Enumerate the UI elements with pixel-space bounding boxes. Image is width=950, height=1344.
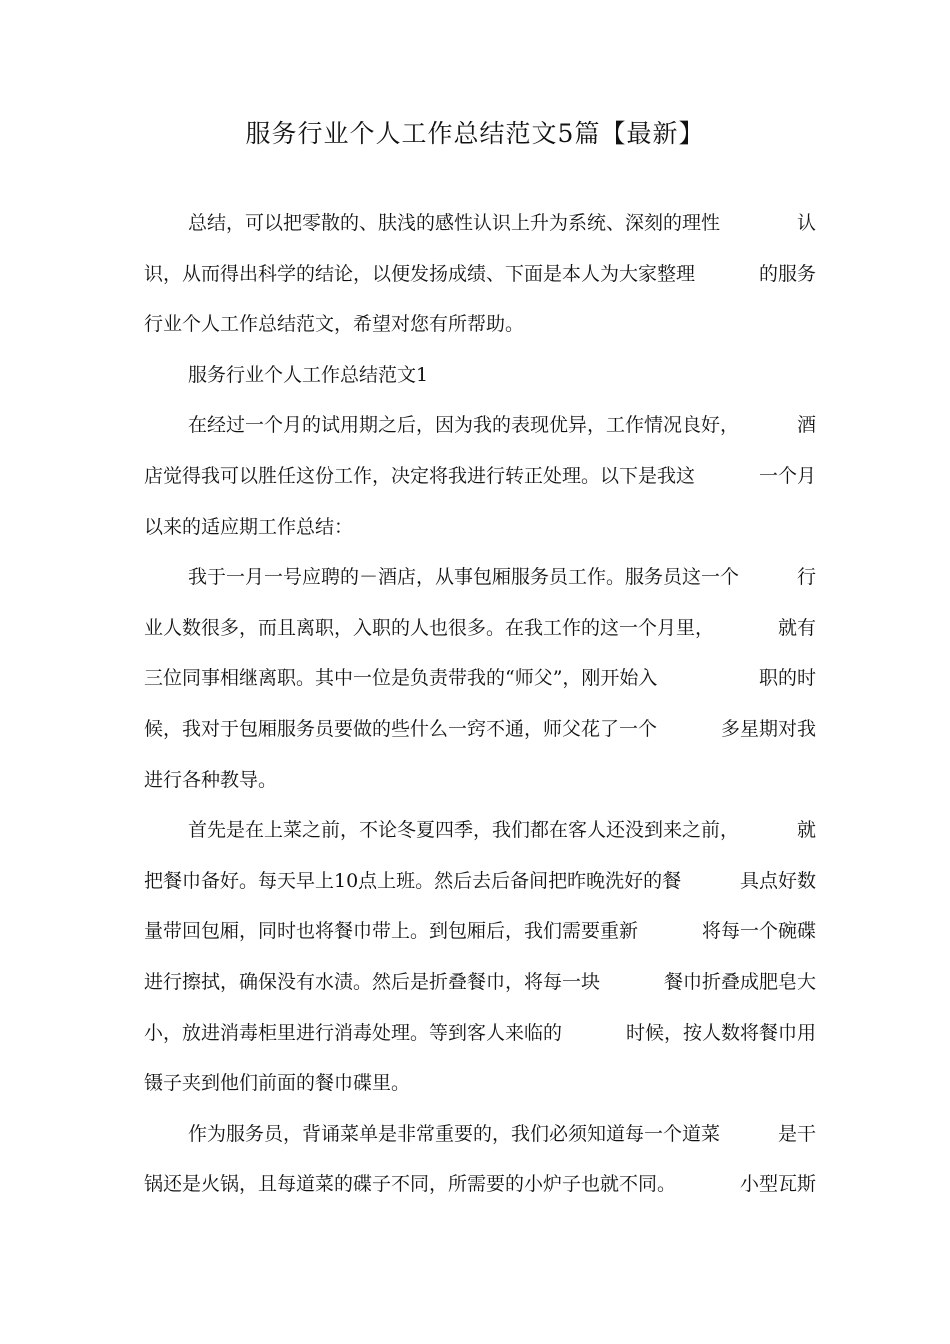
paragraph [144,400,816,552]
text-segment: 进行各种教导。 [144,768,278,791]
text-segment: 服务行业个人工作总结范文1 [188,363,429,386]
text-line [144,957,816,1008]
paragraph [144,552,816,805]
text-line [144,451,816,502]
text-line [144,400,816,451]
text-segment: 店觉得我可以胜任这份工作，决定将我进行转正处理。以下是我这 [144,464,696,487]
text-line [144,856,816,907]
text-segment: 总结，可以把零散的、肤浅的感性认识上升为系统、深刻的理性 [188,212,721,234]
text-segment: 把餐巾备好。每天早上10点上班。然后去后备间把昨晚洗好的餐 [144,869,682,892]
paragraph [144,805,816,1109]
paragraph [144,1109,816,1210]
text-segment: 餐巾折叠成肥皂大 [663,970,816,993]
text-line [144,299,816,350]
text-segment: 小型瓦斯 [739,1173,816,1196]
paragraph [144,198,816,350]
text-segment: 三位同事相继离职。其中一位是负责带我的“师父”，刚开始入 [144,667,658,690]
text-segment: 职的时 [758,667,816,690]
text-segment: 多星期对我 [720,717,816,740]
text-segment: 量带回包厢，同时也将餐巾带上。到包厢后，我们需要重新 [144,920,639,943]
text-segment: 作为服务员，背诵菜单是非常重要的，我们必须知道每一个道菜 [188,1122,721,1145]
text-segment: 以来的适应期工作总结： [144,515,354,538]
text-segment: 时候，按人数将餐巾用 [625,1021,816,1044]
paragraph [144,350,816,401]
text-segment: 的服务 [758,262,816,285]
text-line [144,653,816,704]
text-line [144,1058,816,1109]
text-segment: 进行擦拭，确保没有水渍。然后是折叠餐巾，将每一块 [144,970,601,993]
text-segment: 小，放进消毒柜里进行消毒处理。等到客人来临的 [144,1021,563,1044]
page-title: 服务行业个人工作总结范文5篇【最新】 [245,119,705,148]
text-segment: 一个月 [758,464,816,487]
text-line [144,603,816,654]
text-line [144,249,816,300]
text-segment: 是干 [777,1122,816,1145]
text-segment: 就 [796,819,816,842]
text-segment: 识，从而得出科学的结论，以便发扬成绩、下面是本人为大家整理 [144,262,696,285]
text-line [144,1159,816,1210]
text-line [144,350,816,401]
text-segment: 业人数很多，而且离职，入职的人也很多。在我工作的这一个月里， [144,616,715,639]
text-segment: 行业个人工作总结范文，希望对您有所帮助。 [144,313,525,336]
text-line [144,906,816,957]
text-line [144,704,816,755]
text-segment: 具点好数 [739,869,816,892]
text-segment: 镊子夹到他们前面的餐巾碟里。 [144,1072,411,1095]
text-segment: 我于一月一号应聘的－酒店，从事包厢服务员工作。服务员这一个 [188,566,740,589]
text-segment: 将每一个碗碟 [701,920,816,943]
text-segment: 认 [796,212,816,234]
text-segment: 酒 [796,414,816,437]
text-segment: 在经过一个月的试用期之后，因为我的表现优异，工作情况良好， [188,414,740,437]
document-body [144,198,816,1210]
text-line [144,552,816,603]
text-segment: 首先是在上菜之前，不论冬夏四季，我们都在客人还没到来之前， [188,819,740,842]
text-line [144,1109,816,1160]
text-segment: 就有 [777,616,816,639]
text-segment: 行 [796,566,816,589]
text-line [144,755,816,806]
text-line [144,198,816,249]
text-line [144,805,816,856]
text-line [144,502,816,553]
text-segment: 候，我对于包厢服务员要做的些什么一窍不通，师父花了一个 [144,717,658,740]
text-line [144,1008,816,1059]
text-segment: 锅还是火锅，且每道菜的碟子不同，所需要的小炉子也就不同。 [144,1173,677,1196]
